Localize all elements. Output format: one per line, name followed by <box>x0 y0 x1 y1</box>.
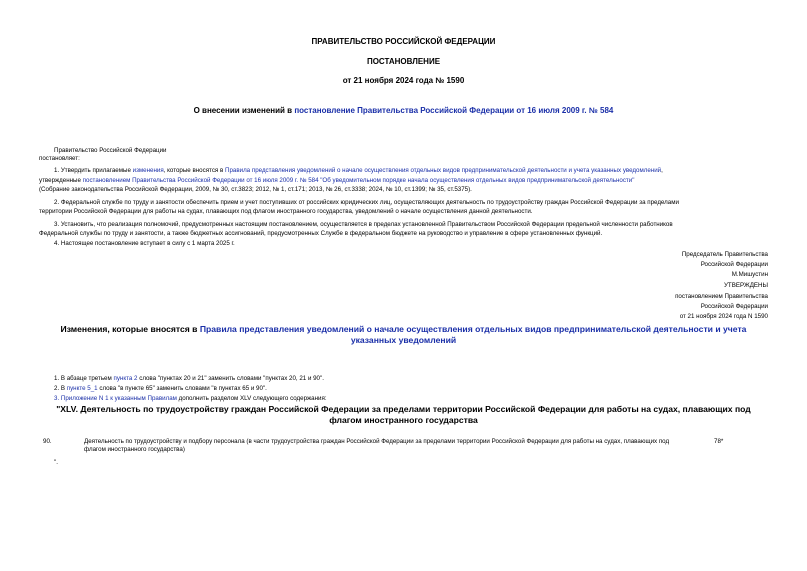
section-xlv-line2: флагом иностранного государства <box>329 415 478 425</box>
change-2-text-b: слова "в пункте 65" заменить словами "в пунктах 65 и 90". <box>97 385 267 392</box>
item-1-text-b: , которые вносятся в <box>163 167 225 174</box>
change-1 <box>54 375 324 383</box>
appendix-1-link[interactable]: 3. Приложение N 1 к указанным Правилам <box>54 395 177 402</box>
changes-title <box>30 324 777 346</box>
item-4: 4. Настоящее постановление вступает в силу с 1 марта 2025 г. <box>54 240 235 247</box>
item-1-line2 <box>39 177 768 185</box>
item-3-line1: 3. Установить, что реализация полномочий, предусмотренных настоящим постановлением, осуществляется в пределах установленной Правительством Российской Федерации предельной численности работников <box>54 221 673 228</box>
preamble-line2: постановляет: <box>39 155 80 162</box>
change-1-text-a: 1. В абзаце третьем <box>54 375 114 382</box>
approved-date: от 21 ноября 2024 года N 1590 <box>679 313 768 320</box>
doc-title-prefix: О внесении изменений в <box>193 106 295 115</box>
signature-country: Российской Федерации <box>700 261 768 268</box>
changes-link[interactable]: изменения <box>132 167 164 174</box>
change-2 <box>54 385 267 393</box>
doc-type: ПОСТАНОВЛЕНИЕ <box>366 57 441 66</box>
item-1-text-a: 1. Утвердить прилагаемые <box>54 167 133 174</box>
doc-date-number: от 21 ноября 2024 года № 1590 <box>342 76 465 85</box>
item-3-line2: Федеральной службы по труду и занятости, а также бюджетных ассигнований, предусмотренных Службе в федеральном бюджете на руководство и управление в сфере установленных функций. <box>39 230 603 237</box>
doc-title <box>0 106 807 115</box>
doc-title-link[interactable]: постановление Правительства Российской Федерации от 16 июля 2009 г. № 584 <box>294 106 614 115</box>
table-row-code: 78* <box>714 438 724 445</box>
table-row-text-line2: флагом иностранного государства) <box>84 446 185 453</box>
item-1-line3: (Собрание законодательства Российской Федерации, 2009, № 30, ст.3823; 2012, № 1, ст.171; 2013, № 26, ст.3338; 2024, № 10, ст.1399; № 35, ст.5375). <box>39 186 472 193</box>
closing-quote: ". <box>54 459 58 466</box>
section-xlv-title <box>30 404 777 426</box>
item-1-line1 <box>54 167 768 175</box>
change-3 <box>54 395 327 403</box>
point-5-1-link[interactable]: пункте 5_1 <box>66 385 98 392</box>
rules-link[interactable]: Правила представления уведомлений о начале осуществления отдельных видов предпринимательской деятельности и учета указанных уведомлений <box>225 167 662 174</box>
item-2-line2: территории Российской Федерации для работы на судах, плавающих под флагом иностранного государства, уведомлений о начале осуществления данной деятельности. <box>39 208 533 215</box>
signature-title: Председатель Правительства <box>681 251 768 258</box>
point-2-link[interactable]: пункта 2 <box>113 375 138 382</box>
approved-country: Российской Федерации <box>700 303 768 310</box>
signature-name: М.Мишустин <box>731 271 768 278</box>
change-1-text-b: слова "пунктах 20 и 21" заменить словами "пунктах 20, 21 и 90". <box>137 375 324 382</box>
table-row-number: 90. <box>43 438 52 445</box>
changes-title-prefix: Изменения, которые вносятся в <box>60 324 200 334</box>
resolution-584-link[interactable]: постановлением Правительства Российской Федерации от 16 июля 2009 г. № 584 "Об уведомительном порядке начала осуществления отдельных видов предпринимательской деятельности" <box>82 177 635 184</box>
changes-title-link-line2[interactable]: указанных уведомлений <box>350 335 457 345</box>
preamble-line1: Правительство Российской Федерации <box>54 147 167 154</box>
approved-by: постановлением Правительства <box>675 293 768 300</box>
changes-title-line1 <box>30 324 777 335</box>
org-header: ПРАВИТЕЛЬСТВО РОССИЙСКОЙ ФЕДЕРАЦИИ <box>311 37 496 46</box>
item-2-line1: 2. Федеральной службе по труду и занятости обеспечить прием и учет поступивших от российских юридических лиц, осуществляющих деятельность по трудоустройству граждан Российской Федерации за пределами <box>54 199 679 206</box>
section-xlv-line1: "XLV. Деятельность по трудоустройству граждан Российской Федерации за пределами территории Российской Федерации для работы на судах, плавающих под <box>56 404 751 414</box>
change-3-text-b: дополнить разделом XLV следующего содержания: <box>176 395 327 402</box>
item-1-text-c: , <box>661 167 663 174</box>
table-row-text-line1: Деятельность по трудоустройству и подбору персонала (в части трудоустройства граждан Российской Федерации за пределами территории Российской Федерации для работы на судах, плавающих под <box>84 438 670 445</box>
approved-label: УТВЕРЖДЕНЫ <box>724 282 768 289</box>
change-2-text-a: 2. В <box>54 385 67 392</box>
item-1-text-d: утвержденные <box>39 177 83 184</box>
changes-title-link[interactable]: Правила представления уведомлений о начале осуществления отдельных видов предпринимательской деятельности и учета <box>199 324 747 334</box>
